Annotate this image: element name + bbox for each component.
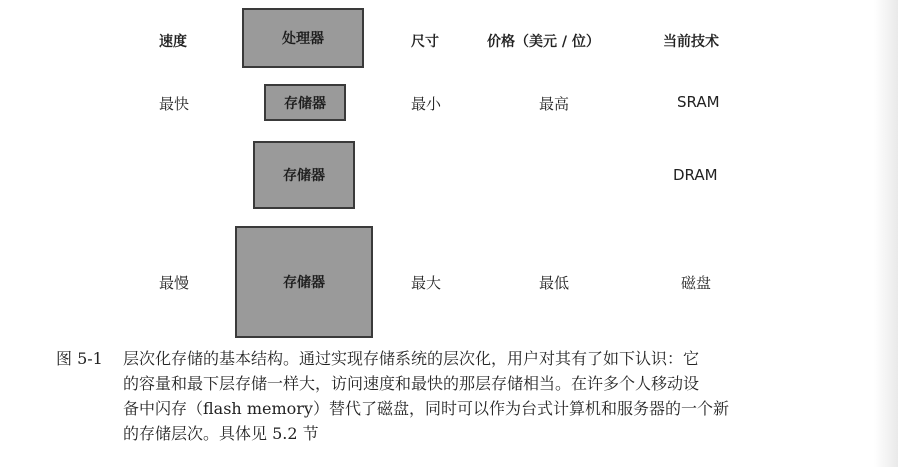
header-size: 尺寸 [411,34,439,50]
caption-line: 备中闪存（flash memory）替代了磁盘，同时可以作为台式计算机和服务器的一个新 [123,399,729,418]
caption-line: 的存储层次。具体见 5.2 节 [123,424,319,443]
caption-text [123,346,863,446]
memory-label: 存储器 [284,95,326,112]
row-middle-tech: DRAM [673,166,718,184]
header-speed: 速度 [159,34,187,50]
processor-label: 处理器 [282,31,324,47]
row-slowest-speed: 最慢 [159,274,190,292]
row-fastest-speed: 最快 [159,95,190,113]
caption-line: 层次化存储的基本结构。通过实现存储系统的层次化，用户对其有了如下认识：它 [123,349,700,368]
row-fastest-tech: SRAM [677,93,720,111]
figure-label: 图 5-1 [56,349,103,368]
page-edge-shadow [874,0,898,467]
header-technology: 当前技术 [663,34,719,50]
header-price: 价格（美元 / 位） [487,34,600,50]
row-slowest-size: 最大 [411,274,442,292]
memory-label: 存储器 [283,275,325,291]
memory-label: 存储器 [283,168,325,184]
memory-box-level-3 [235,226,373,338]
row-fastest-price: 最高 [539,95,570,113]
row-slowest-price: 最低 [539,274,570,292]
row-slowest-tech: 磁盘 [681,274,712,292]
memory-box-level-2 [253,141,355,209]
memory-box-level-1 [264,84,346,121]
caption-line: 的容量和最下层存储一样大，访问速度和最快的那层存储相当。在许多个人移动设 [123,374,700,393]
row-fastest-size: 最小 [411,95,442,113]
processor-box [242,8,364,68]
